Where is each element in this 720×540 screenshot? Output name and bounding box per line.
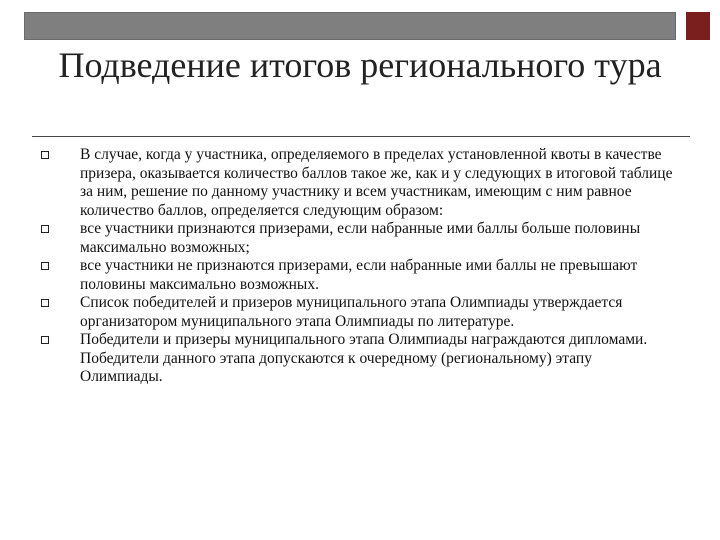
bullet-text: Победители и призеры муниципального этапа Олимпиады награждаются дипломами. Победители данного этапа допускаются к очередному (региональному) этапу Олимпиады.	[80, 331, 648, 385]
bullet-item	[38, 294, 678, 331]
bullet-text: Список победителей и призеров муниципального этапа Олимпиады утверждается организатором муниципального этапа Олимпиады по литературе.	[80, 294, 623, 330]
accent-square	[686, 12, 710, 40]
bullet-item	[38, 331, 678, 387]
bullet-text: В случае, когда у участника, определяемого в пределах установленной квоты в качестве призера, оказывается количество баллов такое же, как и у следующих в итоговой таблице за ним, решение по данному участнику и всем участникам, имеющим с ним равное количество баллов, определяется следующим образом:	[80, 146, 673, 219]
slide-title: Подведение итогов регионального тура	[58, 45, 662, 85]
bullet-item	[38, 220, 678, 257]
top-decorative-bar	[24, 12, 676, 40]
bullet-list	[38, 146, 678, 387]
square-bullet-icon	[41, 151, 49, 159]
title-divider	[32, 136, 690, 137]
bullet-item	[38, 146, 678, 220]
square-bullet-icon	[41, 299, 49, 307]
square-bullet-icon	[41, 262, 49, 270]
square-bullet-icon	[41, 225, 49, 233]
bullet-item	[38, 257, 678, 294]
square-bullet-icon	[41, 336, 49, 344]
bullet-text: все участники не признаются призерами, если набранные ими баллы не превышают половины максимально возможных.	[80, 257, 638, 293]
bullet-text: все участники признаются призерами, если набранные ими баллы больше половины максимально возможных;	[80, 220, 641, 256]
